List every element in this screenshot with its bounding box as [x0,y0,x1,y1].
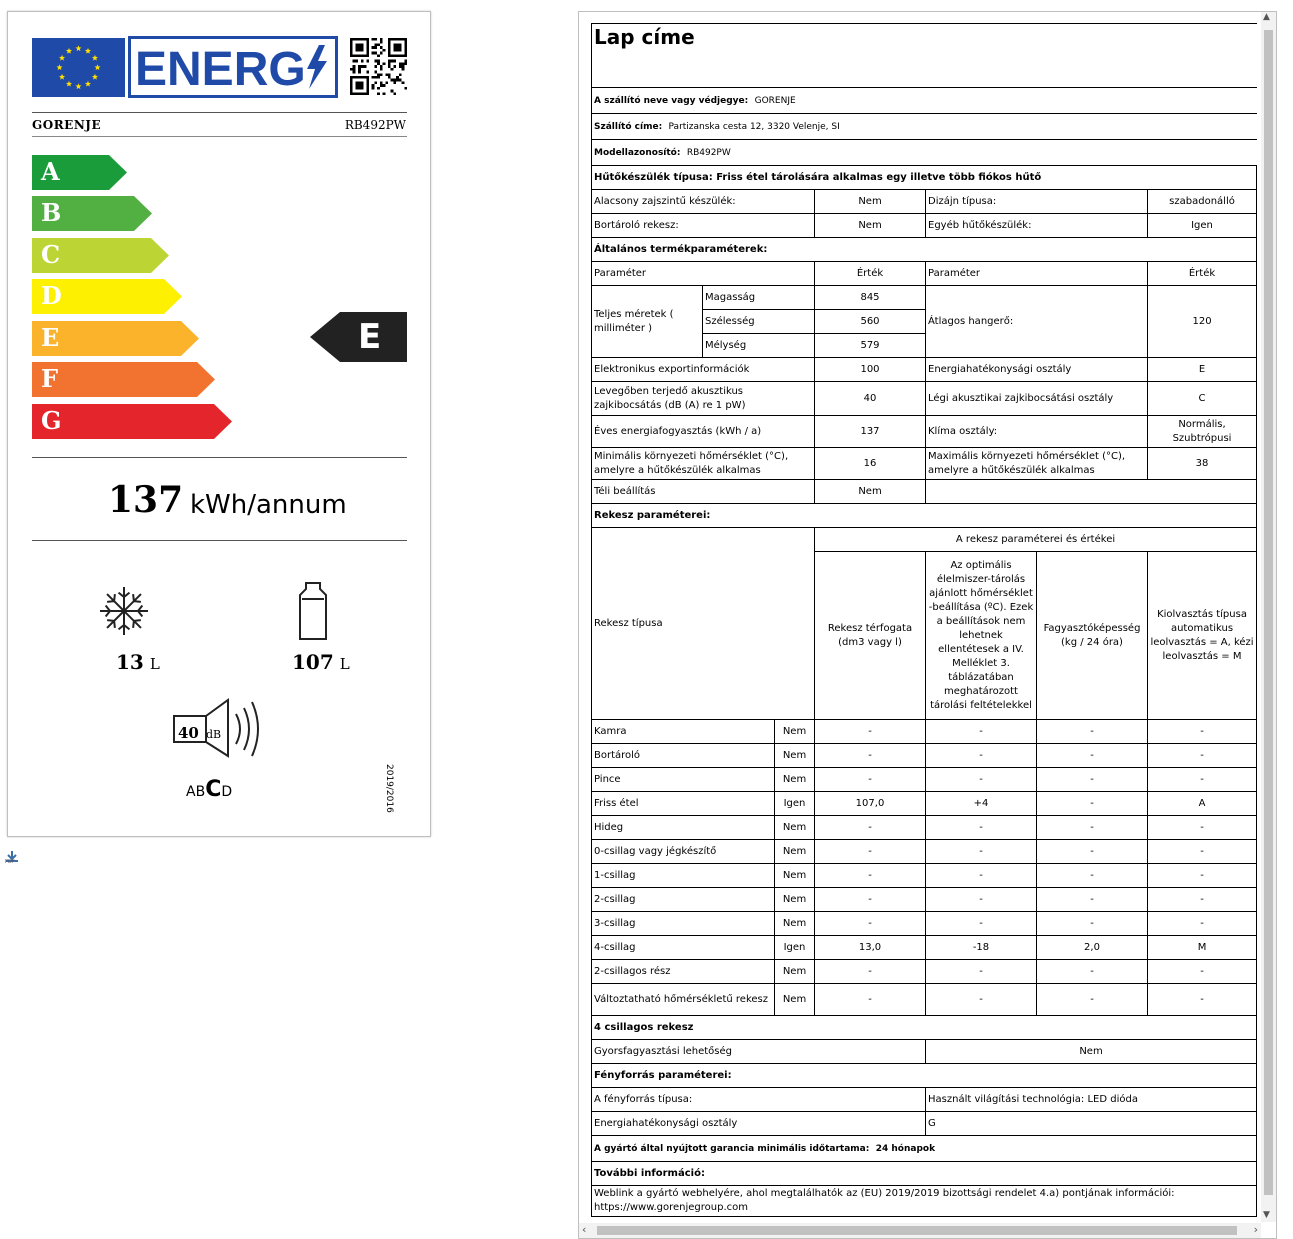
fridge-type: Hűtőkészülék típusa: Friss étel tárolására alkalmas egy illetve több fiókos hűtő [592,166,1257,190]
vertical-scroll-thumb[interactable] [1264,30,1273,1195]
divider [32,112,407,113]
compartment-defrost: - [1148,720,1257,744]
compartment-temp: +4 [926,792,1037,816]
min-temp-value: 16 [815,448,926,480]
weblink-url[interactable]: https://www.gorenjegroup.com [594,1202,748,1213]
scroll-down-icon[interactable]: ▼ [1263,1210,1270,1220]
compartment-volume: - [815,816,926,840]
energy-bar-c [32,238,169,273]
annual-label: Éves energiafogyasztás (kWh / a) [592,416,815,448]
compartment-temp: - [926,912,1037,936]
compartment-row [592,984,1257,1016]
noise-scale-post: D [221,784,233,800]
compartment-freeze: - [1037,888,1148,912]
compartment-defrost: - [1148,984,1257,1016]
compartment-freeze: - [1037,912,1148,936]
compartment-present: Nem [775,744,815,768]
divider [32,136,407,137]
scroll-left-icon[interactable]: ‹ [582,1223,587,1236]
compartment-defrost: - [1148,840,1257,864]
compartment-volume: - [815,840,926,864]
compartment-volume: 13,0 [815,936,926,960]
compartment-temp: - [926,816,1037,840]
compartment-name: 3-csillag [592,912,775,936]
compartment-present: Nem [775,720,815,744]
compartment-volume: - [815,912,926,936]
winter-label: Téli beállítás [592,480,815,504]
depth-label: Mélység [703,334,815,358]
qr-code[interactable] [350,38,407,95]
compartment-freeze: - [1037,720,1148,744]
noise-class: C [205,777,222,802]
compartment-temp: - [926,888,1037,912]
param-header: Paraméter [592,262,815,286]
compartment-freeze: - [1037,744,1148,768]
climate-label: Klíma osztály: [926,416,1148,448]
quick-freeze-label: Gyorsfagyasztási lehetőség [592,1040,926,1064]
max-temp-value: 38 [1148,448,1257,480]
compartment-rows [592,720,1257,1016]
fridge-volume-unit: L [339,655,350,673]
compartment-row [592,792,1257,816]
compartment-present: Nem [775,816,815,840]
compartment-row [592,864,1257,888]
light-type-label: A fényforrás típusa: [592,1088,926,1112]
energy-bar-a [32,155,127,190]
light-tech: Használt világítási technológia: LED dióda [926,1088,1257,1112]
compartment-freeze: - [1037,864,1148,888]
energy-class-letter: E [358,317,382,357]
energy-bar-letter: F [41,364,59,393]
regulation-number: 2019/2016 [384,764,394,813]
height-value: 845 [815,286,926,310]
pdf-icon-text: PDF [5,859,15,865]
divider [32,457,407,458]
fridge-volume-value: 107 [292,650,334,674]
compartment-freeze: - [1037,792,1148,816]
scroll-right-icon[interactable]: › [1253,1223,1258,1236]
compartment-defrost: - [1148,960,1257,984]
depth-value: 579 [815,334,926,358]
model-label: Modellazonosító: [594,147,681,158]
noise-class-value: C [1148,382,1257,416]
compartment-name: Hideg [592,816,775,840]
energy-class-value: E [1148,358,1257,382]
product-sheet-table [591,23,1257,1217]
compartment-volume: - [815,864,926,888]
compartment-defrost: A [1148,792,1257,816]
compartment-freeze: 2,0 [1037,936,1148,960]
col-defrost-header: Kiolvasztás típusa automatikus leolvasztás = A, kézi leolvasztás = M [1148,552,1257,720]
compartment-name: Bortároló [592,744,775,768]
eei-label: Elektronikus exportinformációk [592,358,815,382]
model-id: RB492PW [344,118,406,132]
compartment-name: Változtatható hőmérsékletű rekesz [592,984,775,1016]
compartment-header: Rekesz paraméterei: [592,504,1257,528]
compartment-row [592,840,1257,864]
noise-value: 40 [815,382,926,416]
warranty-value: 24 hónapok [875,1143,936,1154]
compartment-row [592,744,1257,768]
noise-value: 40 [178,724,199,742]
energy-bar-d [32,279,182,314]
compartment-row [592,720,1257,744]
product-sheet-frame[interactable] [578,11,1277,1239]
compartment-row [592,912,1257,936]
compartment-temp: - [926,864,1037,888]
freezer-volume [116,650,160,674]
compartment-present: Nem [775,864,815,888]
design-label: Dizájn típusa: [926,190,1148,214]
energy-bar-g [32,404,232,439]
compartment-name: 1-csillag [592,864,775,888]
design-value: szabadonálló [1148,190,1257,214]
low-noise-label: Alacsony zajszintű készülék: [592,190,815,214]
compartment-present: Igen [775,936,815,960]
compartment-defrost: - [1148,888,1257,912]
scroll-up-icon[interactable]: ▲ [1263,12,1270,22]
noise-scale-pre: AB [186,784,206,800]
compartment-name: Kamra [592,720,775,744]
energy-bar-letter: G [41,406,62,435]
compartment-params-header: A rekesz paraméterei és értékei [815,528,1257,552]
energy-bar-b [32,196,152,231]
compartment-row [592,936,1257,960]
compartment-present: Nem [775,960,815,984]
energy-label [7,11,431,837]
pdf-download-icon[interactable] [5,848,19,866]
compartment-volume: 107,0 [815,792,926,816]
compartment-present: Nem [775,888,815,912]
compartment-defrost: - [1148,864,1257,888]
energy-word: ENERG [135,43,306,95]
energy-bar-letter: E [41,323,60,352]
compartment-name: 4-csillag [592,936,775,960]
model-value: RB492PW [686,147,731,158]
snowflake-icon [96,583,152,639]
dims-label: Teljes méretek ( milliméter ) [592,286,703,358]
wine-label: Bortároló rekesz: [592,214,815,238]
avg-volume-label: Átlagos hangerő: [926,286,1148,358]
compartment-present: Nem [775,984,815,1016]
energy-class-label: Energiahatékonysági osztály [926,358,1148,382]
horizontal-scroll-thumb[interactable] [597,1226,1237,1235]
compartment-row [592,816,1257,840]
eu-flag-icon [32,38,125,97]
compartment-name: Pince [592,768,775,792]
compartment-temp: -18 [926,936,1037,960]
winter-value: Nem [815,480,926,504]
max-temp-label: Maximális környezeti hőmérséklet (°C), amelyre a hűtőkészülék alkalmas [926,448,1148,480]
eei-value: 100 [815,358,926,382]
compartment-name: 2-csillag [592,888,775,912]
noise-label: Levegőben terjedő akusztikus zajkibocsátás (dB (A) re 1 pW) [592,382,815,416]
compartment-freeze: - [1037,984,1148,1016]
energy-logo [128,36,338,98]
width-label: Szélesség [703,310,815,334]
consumption-value: 137 [108,479,184,521]
param-header: Paraméter [926,262,1148,286]
compartment-row [592,888,1257,912]
value-header: Érték [815,262,926,286]
address-label: Szállító címe: [594,121,663,132]
height-label: Magasság [703,286,815,310]
climate-value: Normális, Szubtrópusi [1148,416,1257,448]
lightning-icon [307,45,327,89]
supplier-label: A szállító neve vagy védjegye: [594,95,749,106]
value-header: Érték [1148,262,1257,286]
compartment-volume: - [815,960,926,984]
col-temp-header: Az optimális élelmiszer-tárolás ajánlott hőmérséklet -beállítása (ºC). Ezek a beállítások nem lehetnek ellentétesek a IV. Melléklet 3. táblázatában meghatározott tárolási feltételekkel [926,552,1037,720]
warranty-label: A gyártó által nyújtott garancia minimális időtartama: [594,1143,870,1154]
compartment-present: Nem [775,912,815,936]
compartment-volume: - [815,744,926,768]
consumption-unit: kWh/annum [190,490,347,520]
divider [32,540,407,541]
energy-bar-letter: B [41,198,62,227]
light-class-label: Energiahatékonysági osztály [592,1112,926,1136]
wine-value: Nem [815,214,926,238]
compartment-freeze: - [1037,768,1148,792]
more-info-header: További információ: [592,1162,1257,1186]
light-header: Fényforrás paraméterei: [592,1064,1257,1088]
compartment-temp: - [926,744,1037,768]
compartment-freeze: - [1037,960,1148,984]
compartment-defrost: M [1148,936,1257,960]
other-label: Egyéb hűtőkészülék: [926,214,1148,238]
vertical-scrollbar[interactable] [1261,12,1276,1222]
width-value: 560 [815,310,926,334]
col-freeze-header: Fagyasztóképesség (kg / 24 óra) [1037,552,1148,720]
supplier-value: GORENJE [754,95,796,106]
freezer-volume-value: 13 [116,650,144,674]
quick-freeze-value: Nem [926,1040,1257,1064]
compartment-row [592,768,1257,792]
compartment-name: Friss étel [592,792,775,816]
energy-bar-letter: C [41,240,61,269]
compartment-defrost: - [1148,744,1257,768]
compartment-temp: - [926,960,1037,984]
low-noise-value: Nem [815,190,926,214]
col-volume-header: Rekesz térfogata (dm3 vagy l) [815,552,926,720]
freezer-volume-unit: L [149,655,160,673]
compartment-name: 0-csillag vagy jégkészítő [592,840,775,864]
four-star-header: 4 csillagos rekesz [592,1016,1257,1040]
brand-name: GORENJE [32,118,102,132]
energy-class-arrow [310,312,407,362]
compartment-volume: - [815,768,926,792]
weblink-text: Weblink a gyártó webhelyére, ahol megtalálhatók az (EU) 2019/2019 bizottsági rendelet 4.a) pontjának információi: [594,1188,1175,1199]
page-title: Lap címe [592,24,1257,88]
bottle-icon [296,581,330,643]
annual-value: 137 [815,416,926,448]
energy-bar-e [32,321,199,356]
compartment-defrost: - [1148,768,1257,792]
avg-volume-value: 120 [1148,286,1257,358]
compartment-freeze: - [1037,840,1148,864]
compartment-row [592,960,1257,984]
compartment-temp: - [926,768,1037,792]
noise-unit: dB [206,728,222,741]
min-temp-label: Minimális környezeti hőmérséklet (°C), amelyre a hűtőkészülék alkalmas [592,448,815,480]
horizontal-scrollbar[interactable] [579,1223,1261,1238]
compartment-present: Nem [775,840,815,864]
compartment-volume: - [815,984,926,1016]
compartment-temp: - [926,720,1037,744]
noise-class-scale [186,777,232,802]
compartment-defrost: - [1148,912,1257,936]
noise-class-label: Légi akusztikai zajkibocsátási osztály [926,382,1148,416]
energy-bar-letter: D [41,281,62,310]
light-class-value: G [926,1112,1257,1136]
compartment-temp: - [926,984,1037,1016]
compartment-present: Nem [775,768,815,792]
product-sheet [591,23,1256,1217]
compartment-volume: - [815,720,926,744]
other-value: Igen [1148,214,1257,238]
energy-bar-letter: A [41,157,60,186]
compartment-type-header: Rekesz típusa [592,528,815,720]
compartment-present: Igen [775,792,815,816]
address-value: Partizanska cesta 12, 3320 Velenje, SI [668,121,840,132]
energy-bar-f [32,362,215,397]
compartment-freeze: - [1037,816,1148,840]
compartment-temp: - [926,840,1037,864]
compartment-name: 2-csillagos rész [592,960,775,984]
compartment-defrost: - [1148,816,1257,840]
fridge-volume [292,650,350,674]
compartment-volume: - [815,888,926,912]
general-header: Általános termékparaméterek: [592,238,1257,262]
